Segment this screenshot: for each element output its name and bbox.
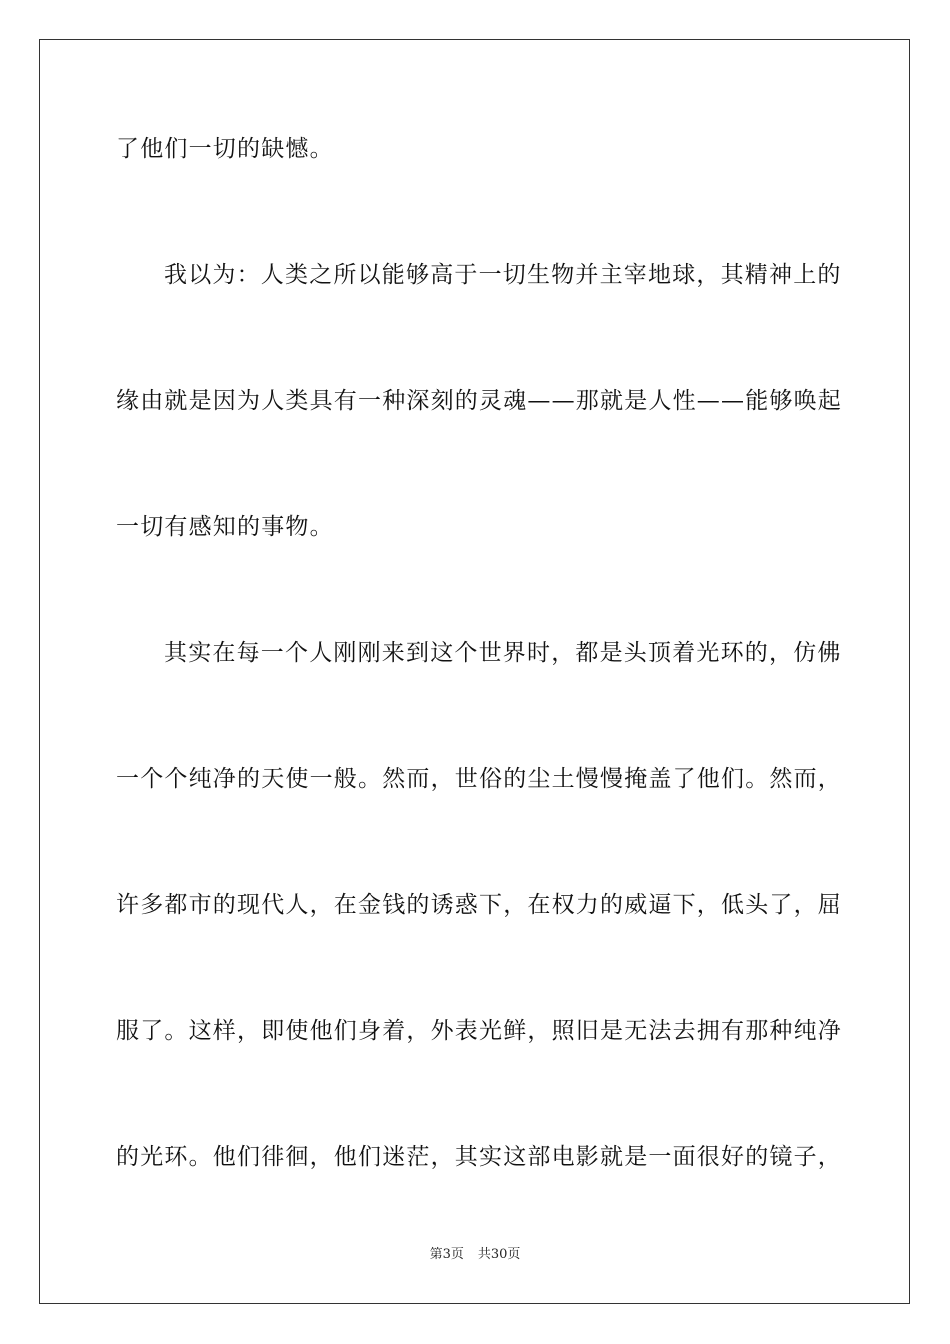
body-line-5: 其实在每一个人刚刚来到这个世界时，都是头顶着光环的，仿佛	[164, 640, 842, 666]
page-number: 第3页	[429, 1247, 464, 1262]
body-line-7: 许多都市的现代人，在金钱的诱惑下，在权力的威逼下，低头了，屈	[116, 892, 842, 918]
body-line-4: 一切有感知的事物。	[116, 514, 334, 540]
body-line-2: 我以为：人类之所以能够高于一切生物并主宰地球，其精神上的	[164, 262, 842, 288]
page-border	[39, 39, 910, 1304]
page-footer	[0, 1246, 950, 1264]
body-line-6: 一个个纯净的天使一般。然而，世俗的尘土慢慢掩盖了他们。然而，	[116, 766, 842, 792]
body-line-9: 的光环。他们徘徊，他们迷茫，其实这部电影就是一面很好的镜子，	[116, 1144, 842, 1170]
body-line-8: 服了。这样，即使他们身着，外表光鲜，照旧是无法去拥有那种纯净	[116, 1018, 842, 1044]
page-total: 共30页	[477, 1247, 521, 1262]
body-line-3: 缘由就是因为人类具有一种深刻的灵魂——那就是人性——能够唤起	[116, 388, 842, 414]
body-line-1: 了他们一切的缺憾。	[116, 136, 334, 162]
